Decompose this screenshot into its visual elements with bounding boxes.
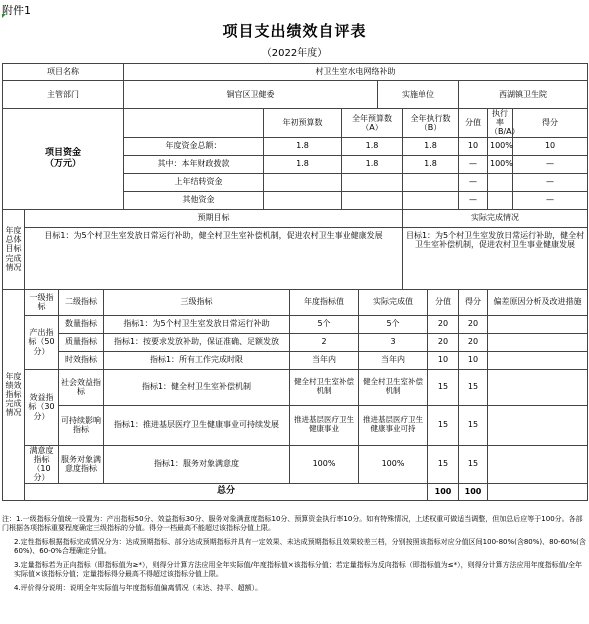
funds-row-score: — <box>513 173 588 191</box>
goals-actual-header: 实际完成情况 <box>403 209 588 227</box>
indicator-l2: 可持续影响指标 <box>59 405 104 445</box>
indicator-l3: 指标1：所有工作完成时限 <box>104 351 290 369</box>
funds-row-init <box>264 173 342 191</box>
project-name-value: 村卫生室水电网络补助 <box>124 64 588 81</box>
indicator-l1-output: 产出指标（50分） <box>25 315 59 369</box>
total-row <box>3 483 588 500</box>
indicator-row <box>3 369 588 405</box>
funds-header-rate: 执行率（B/A） <box>488 109 513 138</box>
funds-row-name: 其他资金 <box>124 191 264 209</box>
indicator-score: 20 <box>459 333 488 351</box>
indicator-score: 15 <box>459 405 488 445</box>
funds-row-score-val: — <box>459 173 488 191</box>
note-item: 3.定量指标若为正向指标（即指标值为≥*），则得分计算方法应用全年实际值/年度指标值×该指标分值；若定量指标为反向指标（即指标值为≤*），则得分计算方法应用年度指标值/全年实际值×该指标分值；定量指标得分最高不得超过该指标分值上限。 <box>14 560 582 579</box>
indicator-actual: 5个 <box>359 315 428 333</box>
funds-row-score: — <box>513 155 588 173</box>
indicator-row <box>3 405 588 445</box>
funds-row-name: 年度资金总额： <box>124 137 264 155</box>
funds-header-init: 年初预算数 <box>264 109 342 138</box>
note-item: 注：1.一级指标分值统一设置为：产出指标50分、效益指标30分、服务对象满意度指标10分、预算资金执行率10分。如有特殊情况，上述权重可做适当调整，但加总后应等于100分。各部门根据各项指标重要程度确定三级指标的分值。得分一档最高不能超过该指标分值上限。 <box>2 515 583 533</box>
indicator-target: 当年内 <box>290 351 359 369</box>
funds-row-annual: 1.8 <box>342 137 403 155</box>
funds-header-score: 得分 <box>513 109 588 138</box>
indicator-header-l3: 三级指标 <box>104 289 290 315</box>
indicator-target: 5个 <box>290 315 359 333</box>
indicator-score: 15 <box>459 369 488 405</box>
dept-value: 铜官区卫健委 <box>124 81 378 109</box>
indicator-score: 10 <box>459 351 488 369</box>
total-score-val: 100 <box>428 483 459 500</box>
funds-row-score-val: — <box>459 191 488 209</box>
funds-header-score-val: 分值 <box>459 109 488 138</box>
indicator-reason <box>488 351 588 369</box>
funds-row-exec: 1.8 <box>403 155 459 173</box>
funds-row-exec: 1.8 <box>403 137 459 155</box>
dept-row <box>3 81 588 109</box>
funds-row-score: 10 <box>513 137 588 155</box>
indicator-l2: 数量指标 <box>59 315 104 333</box>
goals-content-row <box>3 227 588 289</box>
note-item: 4.评价得分说明：说明全年实际值与年度指标值偏离情况（未达、持平、超额）。 <box>14 583 263 592</box>
indicator-row <box>3 333 588 351</box>
funds-row-init: 1.8 <box>264 137 342 155</box>
indicator-l3: 指标1：为5个村卫生室发放日常运行补助 <box>104 315 290 333</box>
indicator-target: 推进基层医疗卫生健康事业 <box>290 405 359 445</box>
funds-row-rate: 100% <box>488 155 513 173</box>
funds-row-rate: 100% <box>488 137 513 155</box>
indicator-score-val: 10 <box>428 351 459 369</box>
indicator-target: 100% <box>290 445 359 483</box>
indicator-actual: 100% <box>359 445 428 483</box>
funds-row-rate <box>488 191 513 209</box>
funds-header-exec: 全年执行数（B） <box>403 109 459 138</box>
indicator-l3: 指标1：服务对象满意度 <box>104 445 290 483</box>
indicator-actual: 健全村卫生室补偿机制 <box>359 369 428 405</box>
indicator-l2: 社会效益指标 <box>59 369 104 405</box>
funds-row-score-val: 10 <box>459 137 488 155</box>
funds-row-score-val: — <box>459 155 488 173</box>
indicator-score: 15 <box>459 445 488 483</box>
indicator-l3: 指标1：推进基层医疗卫生健康事业可持续发展 <box>104 405 290 445</box>
indicator-header-reason: 偏差原因分析及改进措施 <box>488 289 588 315</box>
indicator-l1-satisfaction: 满意度指标（10分） <box>25 445 59 483</box>
indicator-actual: 3 <box>359 333 428 351</box>
indicator-row <box>3 445 588 483</box>
indicator-l2: 质量指标 <box>59 333 104 351</box>
indicator-score-val: 20 <box>428 315 459 333</box>
goals-header-row <box>3 209 588 227</box>
indicator-header-target: 年度指标值 <box>290 289 359 315</box>
project-name-label: 项目名称 <box>3 64 124 81</box>
funds-row-name: 其中：本年财政拨款 <box>124 155 264 173</box>
indicator-l2: 服务对象满意度指标 <box>59 445 104 483</box>
note-item: 2.定性指标根据指标完成情况分为：达成预期指标、部分达成预期指标并具有一定效果、未达成预期指标且效果较差三档，分别按照该指标对应分值区间100-80%(含80%)、80-60%(含60%)、60-0%合理确定分值。 <box>14 537 586 556</box>
indicator-l2: 时效指标 <box>59 351 104 369</box>
funds-header-annual: 全年预算数（A） <box>342 109 403 138</box>
indicator-row <box>3 351 588 369</box>
indicator-header-l2: 二级指标 <box>59 289 104 315</box>
funds-row-annual: 1.8 <box>342 155 403 173</box>
goals-actual-text: 目标1：为5个村卫生室发放日常运行补助，健全村卫生室补偿机制，促进农村卫生事业健康发展 <box>403 227 588 289</box>
funds-row-rate <box>488 173 513 191</box>
indicator-reason <box>488 445 588 483</box>
total-score: 100 <box>459 483 488 500</box>
indicator-header-score: 得分 <box>459 289 488 315</box>
goals-expected-text: 目标1：为5个村卫生室发放日常运行补助，健全村卫生室补偿机制，促进农村卫生事业健康发展 <box>25 227 403 289</box>
attachment-label: 附件1 <box>2 4 31 17</box>
notes <box>2 515 587 597</box>
funds-row-annual <box>342 191 403 209</box>
indicator-reason <box>488 405 588 445</box>
page-title: 项目支出绩效自评表 <box>222 22 367 40</box>
goals-label: 年度总体目标完成情况 <box>3 209 25 289</box>
indicator-score: 20 <box>459 315 488 333</box>
funds-row-exec <box>403 173 459 191</box>
funds-header-row <box>3 109 588 138</box>
cell-marker-icon <box>2 14 6 18</box>
indicator-score-val: 15 <box>428 405 459 445</box>
indicator-header-row <box>3 289 588 315</box>
indicator-reason <box>488 315 588 333</box>
indicators-label: 年度绩效指标完成情况 <box>3 289 25 500</box>
indicator-reason <box>488 333 588 351</box>
evaluation-table <box>2 63 588 501</box>
funds-row-exec <box>403 191 459 209</box>
unit-label: 实施单位 <box>378 81 459 109</box>
funds-row-init <box>264 191 342 209</box>
indicator-score-val: 15 <box>428 369 459 405</box>
indicator-row <box>3 315 588 333</box>
total-label: 总分 <box>25 483 428 500</box>
funds-label: 项目资金 （万元） <box>3 109 124 210</box>
indicator-l1-effect: 效益指标（30分） <box>25 369 59 445</box>
unit-value: 西湖镇卫生院 <box>459 81 588 109</box>
indicator-score-val: 20 <box>428 333 459 351</box>
indicator-header-score-val: 分值 <box>428 289 459 315</box>
indicator-actual: 当年内 <box>359 351 428 369</box>
indicator-target: 2 <box>290 333 359 351</box>
indicator-target: 健全村卫生室补偿机制 <box>290 369 359 405</box>
indicator-header-l1: 一级指标 <box>25 289 59 315</box>
funds-row-name: 上年结转资金 <box>124 173 264 191</box>
indicator-header-actual: 实际完成值 <box>359 289 428 315</box>
indicator-score-val: 15 <box>428 445 459 483</box>
goals-expected-header: 预期目标 <box>25 209 403 227</box>
indicator-l3: 指标1：按要求发放补助，保证准确、足额发放 <box>104 333 290 351</box>
indicator-actual: 推进基层医疗卫生健康事业可持 <box>359 405 428 445</box>
indicator-l3: 指标1：健全村卫生室补偿机制 <box>104 369 290 405</box>
report-year: （2022年度） <box>261 48 328 59</box>
project-name-row <box>3 64 588 81</box>
funds-row-score: — <box>513 191 588 209</box>
funds-row-annual <box>342 173 403 191</box>
indicator-reason <box>488 369 588 405</box>
dept-label: 主管部门 <box>3 81 124 109</box>
funds-row-init: 1.8 <box>264 155 342 173</box>
